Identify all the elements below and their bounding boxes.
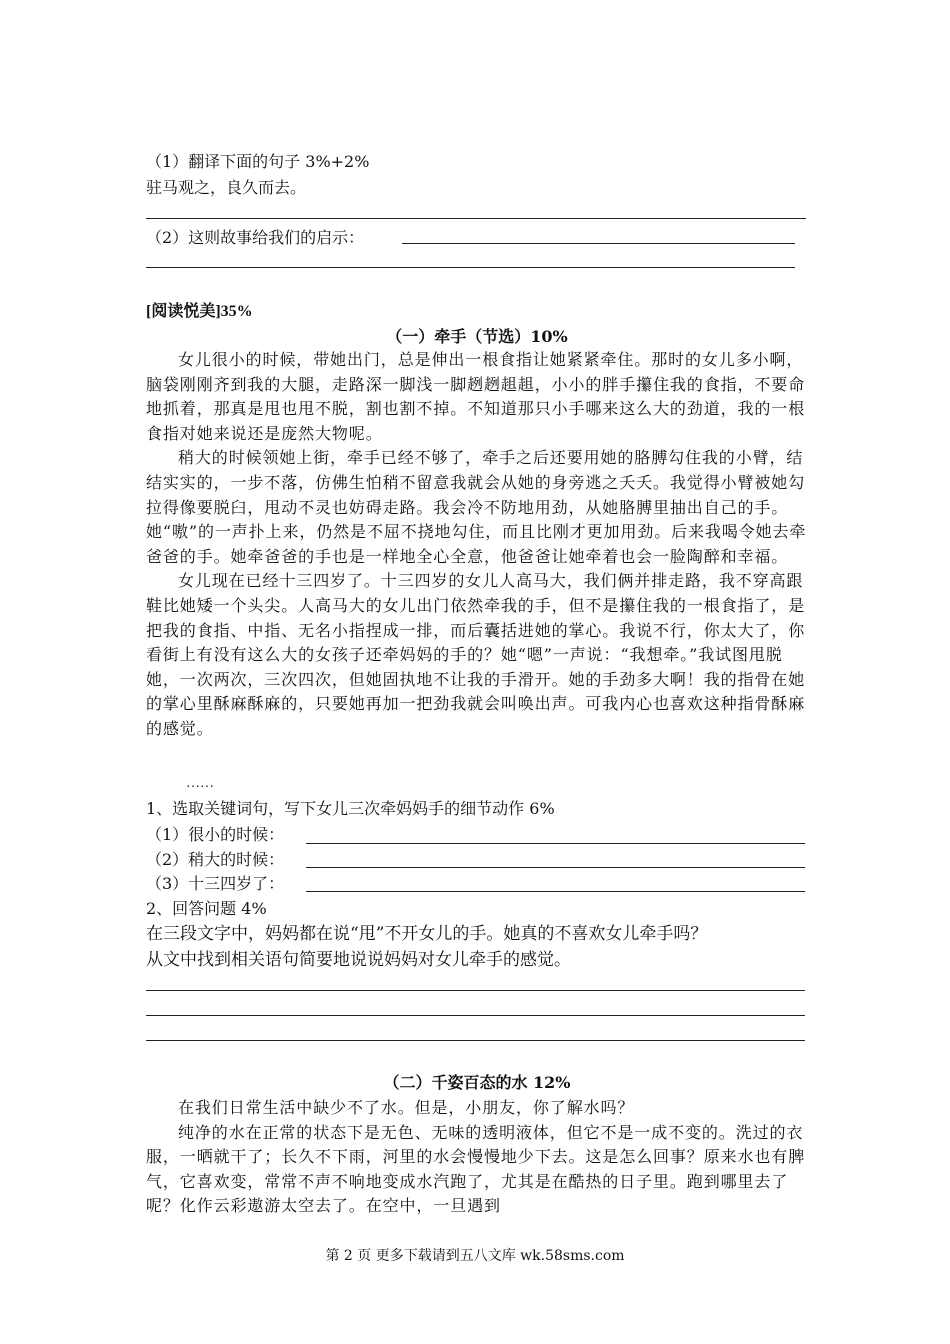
passage-2-paragraph: 在我们日常生活中缺少不了水。但是，小朋友，你了解水吗？ [178,1098,635,1117]
ellipsis: …… [186,776,214,791]
answer-line[interactable] [146,267,795,268]
classical-question-2-label: （2）这则故事给我们的启示： [146,228,365,247]
answer-line[interactable] [146,1015,805,1016]
passage-2-paragraph: 纯净的水在正常的状态下是无色、无味的透明液体，但它不是一成不变的。洗过的衣服，一晒就干了；长久不下雨，河里的水会慢慢地少下去。这是怎么回事？原来水也有脾气，它喜欢变，常常不声不响地变成水汽跑了，尤其是在酷热的日子里。跑到哪里去了呢？化作云彩遨游太空去了。在空中，一旦遇到 [146,1122,806,1216]
answer-line[interactable] [146,990,805,991]
passage-1-body [146,348,808,742]
answer-line[interactable] [146,1040,805,1041]
classical-question-1-label: （1）翻译下面的句子 3%+2% [146,152,370,171]
question-2-text: 在三段文字中，妈妈都在说“甩”不开女儿的手。她真的不喜欢女儿牵手吗？ [146,924,708,944]
passage-1-title: （一）牵手（节选）10% [386,327,568,346]
classical-sentence: 驻马观之，良久而去。 [146,178,307,197]
answer-line[interactable] [402,243,795,244]
question-1-item-2: （2）稍大的时候： [146,850,285,869]
answer-line[interactable] [306,867,805,868]
passage-2-body [146,1096,808,1219]
passage-2-title: （二）千姿百态的水 12% [383,1073,571,1092]
question-2-text: 从文中找到相关语句简要地说说妈妈对女儿牵手的感觉。 [146,950,571,970]
passage-1-paragraph: 女儿很小的时候，带她出门，总是伸出一根食指让她紧紧牵住。那时的女儿多小啊，脑袋刚刚齐到我的大腿，走路深一脚浅一脚趔趔趄趄，小小的胖手攥住我的食指，不要命地抓着，那真是甩也甩不脱，割也割不掉。不知道那只小手哪来这么大的劲道，我的一根食指对她来说还是庞然大物呢。 [146,350,806,443]
passage-1-question-2: 2、回答问题 4% [146,899,267,918]
reading-section-heading: [阅读悦美]35% [146,303,253,320]
question-1-item-1: （1）很小的时候： [146,825,285,844]
passage-1-paragraph: 女儿现在已经十三四岁了。十三四岁的女儿人高马大，我们俩并排走路，我不穿高跟鞋比她矮一个头尖。人高马大的女儿出门依然牵我的手，但不是攥住我的一根食指了，是把我的食指、中指、无名小指捏成一排，而后囊括进她的掌心。我说不行，你太大了，你看街上有没有这么大的女孩子还牵妈妈的手的？她“嗯”一声说：“我想牵。”我试图甩脱她，一次两次，三次四次，但她固执地不让我的手滑开。她的手劲多大啊！我的指骨在她的掌心里酥麻酥麻的，只要她再加一把劲我就会叫唤出声。可我内心也喜欢这种指骨酥麻的感觉。 [146,571,806,738]
page-footer: 第 2 页 更多下载请到五八文库 wk.58sms.com [325,1248,625,1264]
question-1-item-3: （3）十三四岁了： [146,874,285,893]
passage-1-paragraph: 稍大的时候领她上街，牵手已经不够了，牵手之后还要用她的胳膊勾住我的小臂，结结实实的，一步不落，仿佛生怕稍不留意我就会从她的身旁逃之夭夭。我觉得小臂被她勾拉得像要脱臼，甩动不灵也妨碍走路。我会冷不防地用劲，从她胳膊里抽出自己的手。她“嗷”的一声扑上来，仍然是不屈不挠地勾住，而且比刚才更加用劲。后来我喝令她去牵爸爸的手。她牵爸爸的手也是一样地全心全意，他爸爸让她牵着也会一脸陶醉和幸福。 [146,448,807,566]
answer-line[interactable] [306,843,805,844]
answer-line[interactable] [146,218,806,219]
answer-line[interactable] [306,891,805,892]
passage-1-question-1: 1、选取关键词句，写下女儿三次牵妈妈手的细节动作 6% [146,799,555,818]
